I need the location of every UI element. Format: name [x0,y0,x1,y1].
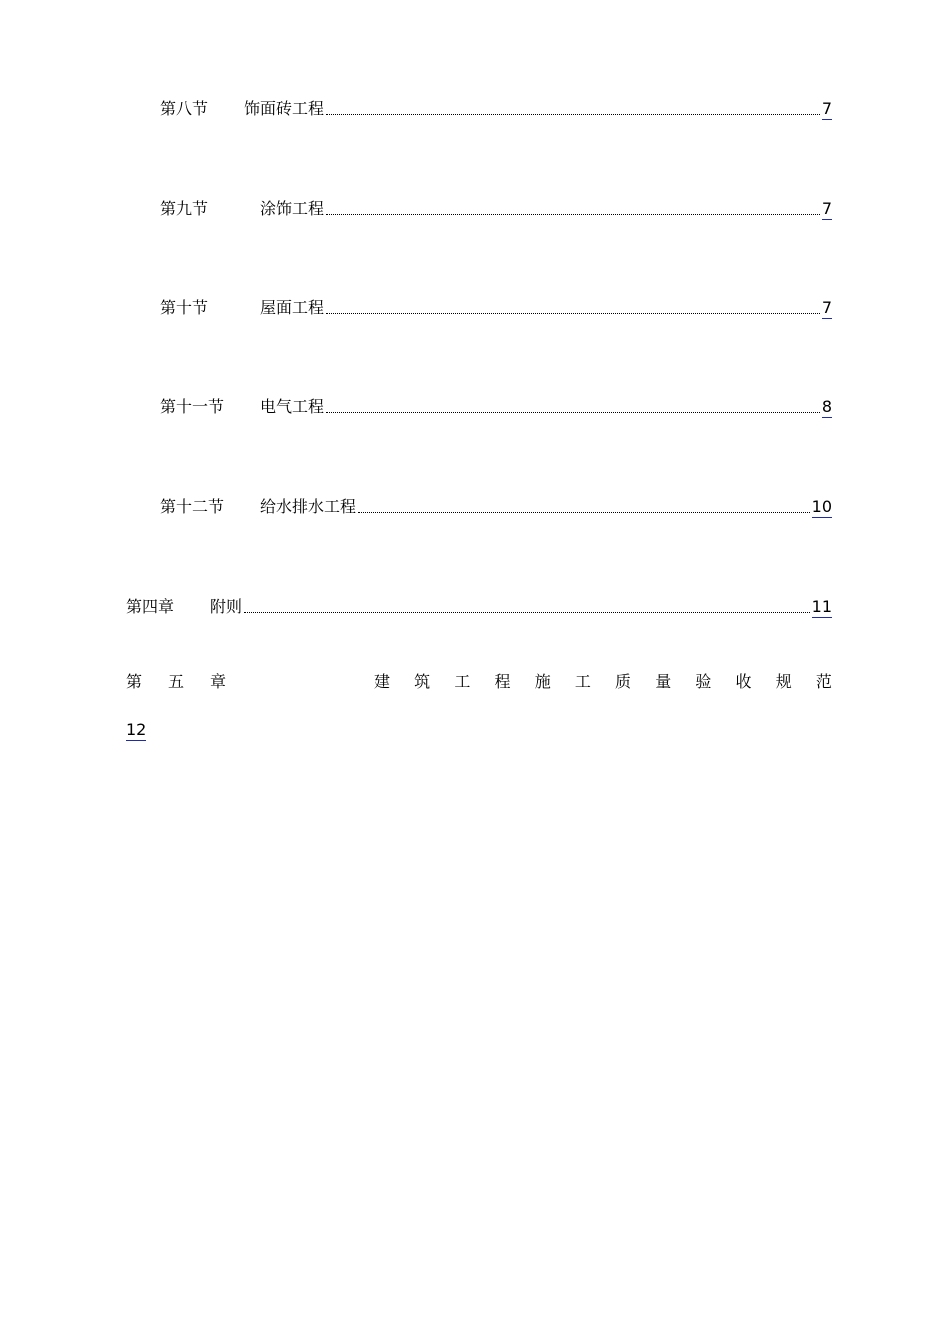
toc-section-title: 给水排水工程 [260,497,357,516]
toc-section-number: 第十一节 [160,397,225,416]
toc-entry-section-10[interactable] [0,297,832,319]
toc-chapter-title [374,671,832,693]
toc-page-link[interactable]: 12 [126,720,147,739]
toc-char: 第 [126,672,143,691]
toc-char: 程 [494,672,511,691]
toc-section-title: 屋面工程 [260,298,325,317]
toc-section-title: 电气工程 [260,397,325,416]
toc-page-link[interactable]: 10 [811,497,832,516]
toc-char: 工 [574,672,591,691]
toc-char: 筑 [414,672,431,691]
toc-char: 建 [374,672,391,691]
toc-section-number: 第十节 [160,298,209,317]
toc-char: 范 [815,672,832,691]
toc-char: 章 [209,672,226,691]
toc-section-title: 饰面砖工程 [244,99,325,118]
toc-entry-chapter-4[interactable] [0,596,832,618]
toc-char: 工 [454,672,471,691]
toc-page-link[interactable]: 11 [811,597,832,616]
toc-section-title: 涂饰工程 [260,199,325,218]
toc-entry-section-9[interactable] [0,198,832,220]
toc-chapter-number: 第四章 [126,597,175,616]
toc-chapter-title: 附则 [210,597,243,616]
toc-char: 规 [775,672,792,691]
toc-dot-leader [244,612,810,613]
toc-page-link[interactable]: 8 [821,397,832,416]
toc-page-link[interactable]: 7 [821,298,832,317]
toc-page-link[interactable]: 7 [821,99,832,118]
toc-char: 施 [534,672,551,691]
toc-char: 量 [655,672,672,691]
toc-char: 收 [735,672,752,691]
toc-dot-leader [326,412,820,413]
toc-entry-section-12[interactable] [0,496,832,518]
toc-dot-leader [326,313,820,314]
toc-dot-leader [358,512,810,513]
toc-page-link[interactable]: 7 [821,199,832,218]
toc-char: 五 [167,672,184,691]
toc-entry-section-8[interactable] [0,98,832,120]
toc-section-number: 第八节 [160,99,209,118]
toc-dot-leader [326,214,820,215]
toc-dot-leader [326,114,820,115]
toc-entry-chapter-5[interactable] [126,671,832,693]
toc-chapter-number [126,671,226,693]
toc-char: 验 [695,672,712,691]
toc-section-number: 第十二节 [160,497,225,516]
toc-entry-section-11[interactable] [0,396,832,418]
toc-section-number: 第九节 [160,199,209,218]
toc-char: 质 [615,672,632,691]
